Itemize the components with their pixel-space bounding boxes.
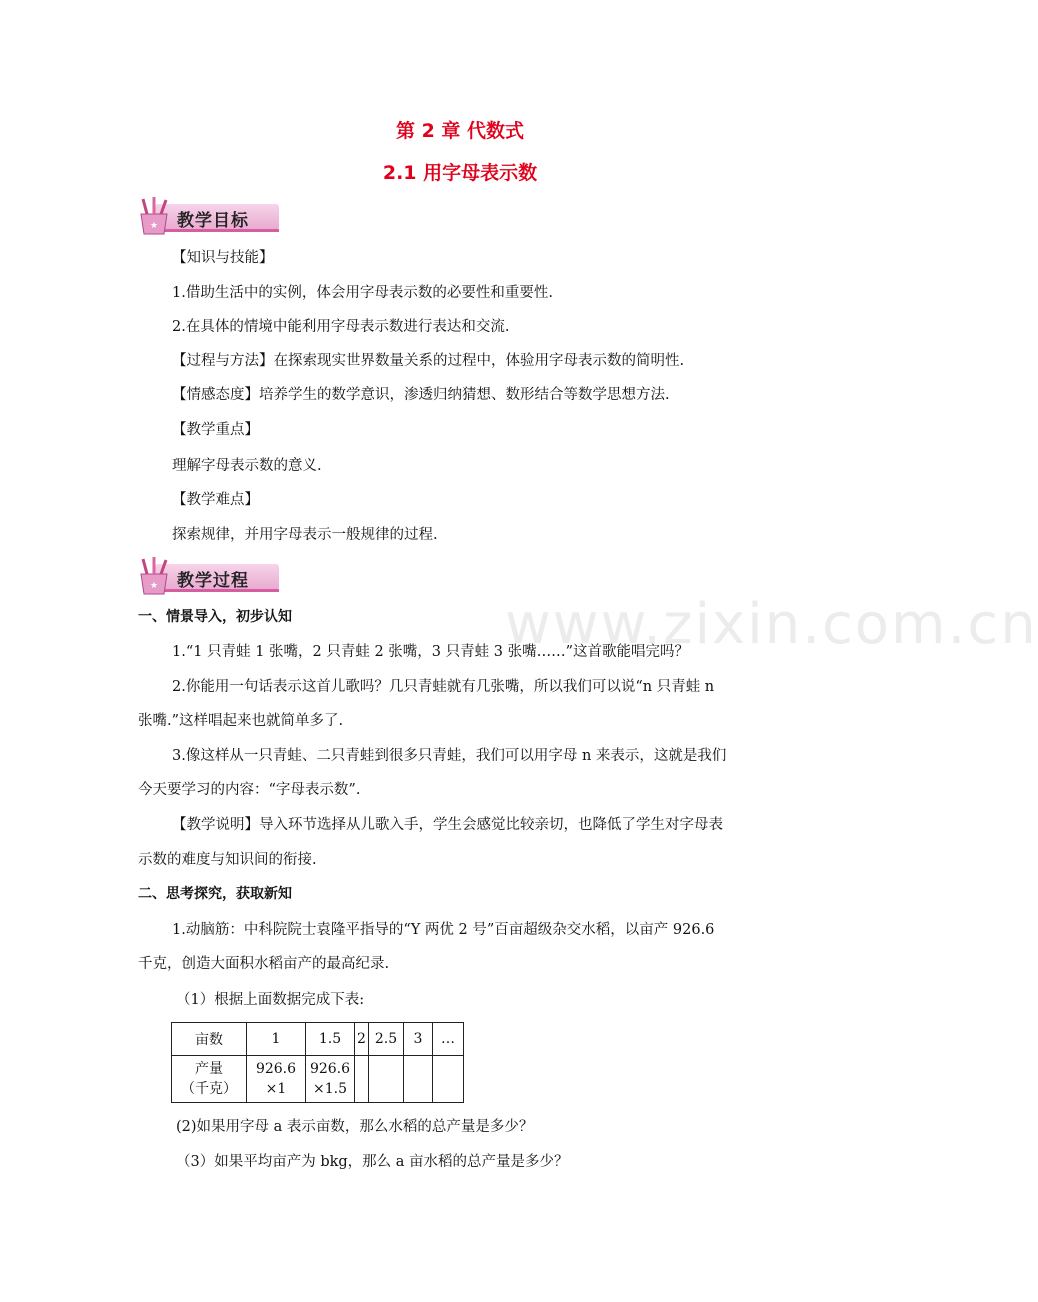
- difficulty-heading: 【教学难点】: [172, 492, 259, 508]
- section-title: 2.1 用字母表示数: [382, 162, 538, 184]
- teaching-note: 示数的难度与知识间的衔接.: [138, 852, 317, 868]
- paragraph: 千克，创造大面积水稻亩产的最高纪录.: [138, 956, 390, 972]
- difficulty-text: 探索规律，并用字母表示一般规律的过程.: [172, 527, 438, 543]
- paragraph: 张嘴.”这样唱起来也就简单多了.: [138, 713, 344, 729]
- cell-line: 产量: [195, 1061, 223, 1077]
- cell-line: 926.6: [255, 1061, 297, 1077]
- goals-banner: [133, 196, 283, 236]
- table-cell: 2.5: [369, 1023, 404, 1056]
- table-cell: 2: [355, 1023, 369, 1056]
- pencil-cup-icon: [133, 196, 177, 236]
- paragraph: 2.你能用一句话表示这首儿歌吗？几只青蛙就有几张嘴，所以我们可以说“n 只青蛙 n: [172, 679, 715, 695]
- cell-line: ×1.5: [313, 1081, 347, 1097]
- table-cell: [369, 1056, 404, 1103]
- watermark: www.zixin.com.cn: [505, 592, 1038, 657]
- part2-heading: 二、思考探究，获取新知: [138, 886, 292, 902]
- paragraph: 今天要学习的内容：“字母表示数”.: [138, 782, 361, 798]
- process-banner-label: 教学过程: [177, 571, 249, 591]
- part1-heading: 一、情景导入，初步认知: [138, 609, 292, 625]
- table-cell: [355, 1056, 369, 1103]
- chapter-title: 第 2 章 代数式: [395, 120, 525, 142]
- question: （3）如果平均亩产为 bkg，那么 a 亩水稻的总产量是多少？: [176, 1154, 569, 1170]
- goals-banner-label: 教学目标: [177, 211, 249, 231]
- table-cell: [247, 1056, 306, 1103]
- process-banner: [133, 556, 283, 596]
- table-cell: 1: [247, 1023, 306, 1056]
- table-cell: [433, 1056, 464, 1103]
- table-cell: 3: [404, 1023, 433, 1056]
- table-row: [172, 1056, 464, 1103]
- focus-heading: 【教学重点】: [172, 422, 259, 438]
- table-cell: …: [433, 1023, 464, 1056]
- svg-text:★: ★: [150, 581, 159, 591]
- knowledge-heading: 【知识与技能】: [172, 250, 274, 266]
- question: （1）根据上面数据完成下表:: [176, 992, 365, 1008]
- paragraph: 1.动脑筋：中科院院士袁隆平指导的“Y 两优 2 号”百亩超级杂交水稻，以亩产 926.6: [172, 922, 715, 938]
- table-cell: 亩数: [172, 1023, 247, 1056]
- process-method-text: 【过程与方法】在探索现实世界数量关系的过程中，体验用字母表示数的简明性.: [172, 353, 685, 369]
- question: (2)如果用字母 a 表示亩数，那么水稻的总产量是多少？: [176, 1119, 534, 1135]
- yield-table: [171, 1022, 464, 1103]
- teaching-note: 【教学说明】导入环节选择从儿歌入手，学生会感觉比较亲切，也降低了学生对字母表: [172, 817, 723, 833]
- cell-line: （千克）: [181, 1081, 237, 1097]
- focus-text: 理解字母表示数的意义.: [172, 458, 322, 474]
- table-cell: [306, 1056, 355, 1103]
- table-cell: [404, 1056, 433, 1103]
- table-cell: [172, 1056, 247, 1103]
- table-cell: 1.5: [306, 1023, 355, 1056]
- cell-line: 926.6: [309, 1061, 351, 1077]
- paragraph: 3.像这样从一只青蛙、二只青蛙到很多只青蛙，我们可以用字母 n 来表示，这就是我们: [172, 748, 727, 764]
- paragraph: 1.“1 只青蛙 1 张嘴，2 只青蛙 2 张嘴，3 只青蛙 3 张嘴……”这首歌能唱完吗？: [172, 644, 689, 660]
- cell-line: ×1: [265, 1081, 287, 1097]
- emotion-text: 【情感态度】培养学生的数学意识，渗透归纳猜想、数形结合等数学思想方法.: [172, 387, 670, 403]
- goal-item: 1.借助生活中的实例，体会用字母表示数的必要性和重要性.: [172, 285, 553, 301]
- svg-text:★: ★: [150, 221, 159, 231]
- pencil-cup-icon: [133, 556, 177, 596]
- goal-item: 2.在具体的情境中能利用字母表示数进行表达和交流.: [172, 319, 510, 335]
- table-row: [172, 1023, 464, 1056]
